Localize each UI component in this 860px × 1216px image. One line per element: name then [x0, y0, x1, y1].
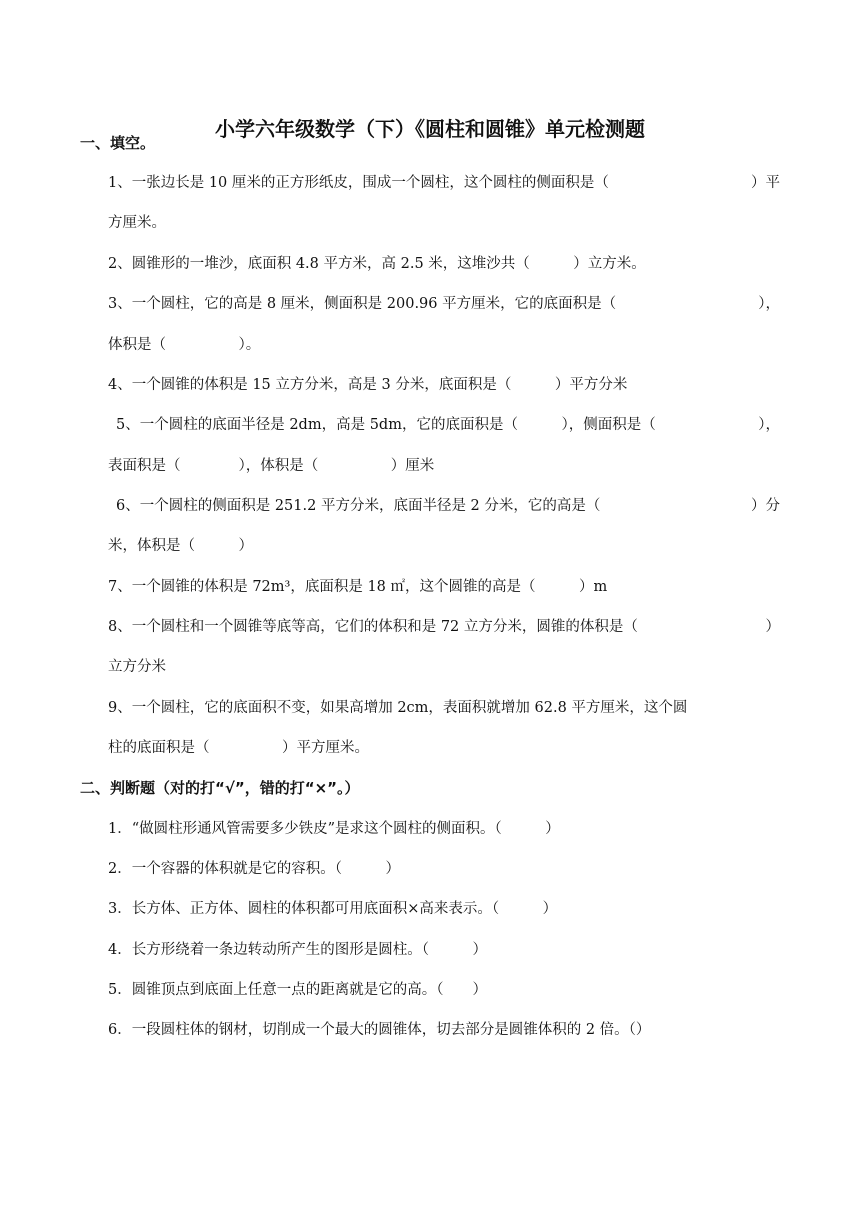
question-text-end: ）: [765, 619, 780, 635]
question-line: [116, 491, 780, 521]
question-text-end: ），: [758, 296, 780, 312]
judgment-line: 6．一段圆柱体的钢材，切削成一个最大的圆锥体，切去部分是圆锥体积的 2 倍。（）: [108, 1022, 651, 1038]
question-line: 表面积是（ ），体积是（ ）厘米: [108, 458, 435, 474]
question-line: [108, 289, 780, 319]
question-text-end: ）分: [751, 498, 780, 514]
question-line: 4、一个圆锥的体积是 15 立方分米，高是 3 分米，底面积是（ ）平方分米: [108, 377, 628, 393]
question-line: 体积是（ ）。: [108, 337, 261, 353]
question-line: 方厘米。: [108, 215, 166, 231]
question-line: 柱的底面积是（ ）平方厘米。: [108, 740, 369, 756]
section-heading-true-false: 二、判断题（对的打“√”，错的打“×”。）: [80, 779, 360, 797]
question-text: 3、一个圆柱，它的高是 8 厘米，侧面积是 200.96 平方厘米，它的底面积是（: [108, 296, 617, 312]
question-line: [108, 612, 780, 642]
question-text: 6、一个圆柱的侧面积是 251.2 平方分米，底面半径是 2 分米，它的高是（: [116, 498, 601, 514]
section-heading-fill-in: 一、填空。: [80, 134, 156, 152]
question-text-end: ），: [758, 417, 780, 433]
page-title: 小学六年级数学（下）《圆柱和圆锥》单元检测题: [215, 117, 645, 141]
question-text: 9、一个圆柱，它的底面积不变，如果高增加 2cm，表面积就增加 62.8 平方厘米，这个圆: [108, 700, 688, 716]
question-line: 2、圆锥形的一堆沙，底面积 4.8 平方米，高 2.5 米，这堆沙共（ ）立方米。: [108, 256, 646, 272]
question-line: 立方分米: [108, 659, 166, 675]
question-text: 5、一个圆柱的底面半径是 2dm，高是 5dm，它的底面积是（ ），侧面积是（: [116, 417, 656, 433]
question-text: 8、一个圆柱和一个圆锥等底等高，它们的体积和是 72 立方分米，圆锥的体积是（: [108, 619, 638, 635]
question-text-end: ）平: [751, 175, 780, 191]
judgment-line: 3．长方体、正方体、圆柱的体积都可用底面积×高来表示。（ ）: [108, 901, 558, 917]
question-line: [108, 168, 780, 198]
judgment-line: 5．圆锥顶点到底面上任意一点的距离就是它的高。（ ）: [108, 982, 487, 998]
question-line: [116, 410, 780, 440]
judgment-line: 4．长方形绕着一条边转动所产生的图形是圆柱。（ ）: [108, 942, 487, 958]
judgment-line: 1．“做圆柱形通风管需要多少铁皮”是求这个圆柱的侧面积。（ ）: [108, 821, 560, 837]
question-line: 米，体积是（ ）: [108, 538, 253, 554]
question-line: [108, 693, 780, 723]
judgment-line: 2．一个容器的体积就是它的容积。（ ）: [108, 861, 400, 877]
question-line: 7、一个圆锥的体积是 72m³，底面积是 18 ㎡，这个圆锥的高是（ ）m: [108, 579, 608, 595]
question-text: 1、一张边长是 10 厘米的正方形纸皮，围成一个圆柱，这个圆柱的侧面积是（: [108, 175, 609, 191]
